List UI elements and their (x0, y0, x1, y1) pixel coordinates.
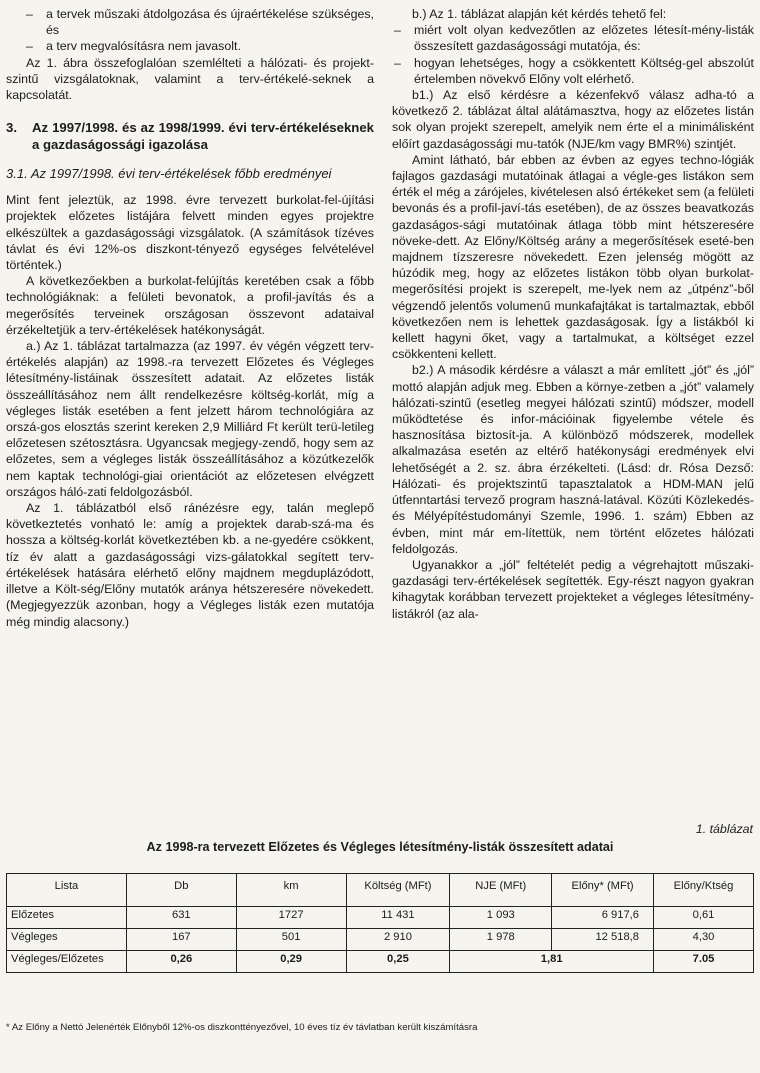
right-column (392, 6, 754, 622)
table-cell: 0,26 (126, 951, 236, 973)
column-header: Előny/Ktség (654, 874, 754, 907)
table-cell: 12 518,8 (552, 929, 654, 951)
paragraph: Ugyanakkor a „jól” feltételét pedig a végrehajtott műszaki- gazdasági terv-értékelések segítették. Egy-részt nagyon gyakran kihagytak korábban tervezett projekteket a végleges létesítmény-listákról (az ala- (392, 557, 754, 621)
table-cell: 7.05 (654, 951, 754, 973)
paragraph: b1.) Az első kérdésre a kézenfekvő válasz adha-tó a következő 2. táblázat által alátámasztva, hogy az előzetes listán sok olyan projekt szerepelt, amelyik nem érte el a minimálisként előírt gazdaságossági mu-tatók (NJE/km vagy BMR%) szintjét. (392, 88, 754, 151)
bullet-item: – a terv megvalósításra nem javasolt. (6, 38, 374, 54)
left-column (6, 6, 374, 630)
table-cell: 1 093 (450, 907, 552, 929)
row-label: Előzetes (7, 907, 127, 929)
paragraph: b.) Az 1. táblázat alapján két kérdés tehető fel: (412, 7, 667, 21)
table-cell: 0,29 (236, 951, 346, 973)
paragraph: Mint fent jeleztük, az 1998. évre tervezett burkolat-fel-újítási projektek előzetes listájára felvett minden egyes projektre elkészültek a gazdaságossági vizsgálatok. (A számítások tízéves távlat és évi 12%-os diszkont-tényező egységes felvételével történtek.) (6, 193, 374, 273)
column-header: Lista (7, 874, 127, 907)
bullet-item: – hogyan lehetséges, hogy a csökkentett Költség-gel abszolút értelemben növekvő Előny volt elérhető. (392, 55, 754, 87)
table-row (7, 907, 754, 929)
section-heading (6, 119, 374, 153)
row-label: Végleges (7, 929, 127, 951)
column-header: Előny* (MFt) (552, 874, 654, 907)
column-header: Db (126, 874, 236, 907)
column-header: km (236, 874, 346, 907)
data-table (6, 873, 754, 973)
table-number: 1. táblázat (695, 822, 753, 836)
table-cell: 4,30 (654, 929, 754, 951)
table-cell: 0,25 (346, 951, 450, 973)
paragraph: a.) Az 1. táblázat tartalmazza (az 1997. év végén végzett terv-értékelés alapján) az 1998.-ra tervezett Előzetes és Végleges létesítmény-listáinak összesített adatait. Az előzetes listák összeállításához nem állt rendelkezésre költség-korlát, míg a végleges listák esetében a fent jelzett három technológiára az orszá-gos elosztás szerint kereken 2,9 Milliárd Ft került terü-letileg előzetesen szétosztásra. Ugyancsak megjegy-zendő, hogy sem az előzetes, sem a végleges listák összeállításához a közútkezelők nem kaptak technológi-giai orientációt az előzetesen elvégzett országos háló-zati feldolgozásból. (6, 339, 374, 499)
table-cell: 0,61 (654, 907, 754, 929)
section-number: 3. (6, 120, 17, 136)
paragraph: A következőekben a burkolat-felújítás keretében csak a főbb technológiáknak: a felületi bevonatok, a profil-javítás és a megerősítés terveinek országosan összevont adataival érzékeltetjük a terv-értékelések hatékonyságát. (6, 274, 374, 337)
footnote: * Az Előny a Nettó Jelenérték Előnyből 12%-os diszkonttényezővel, 10 éves tíz év távlatban került kiszámításra (6, 1022, 478, 1033)
table-cell: 11 431 (346, 907, 450, 929)
table-cell: 167 (126, 929, 236, 951)
table-cell: 501 (236, 929, 346, 951)
table-cell: 6 917,6 (552, 907, 654, 929)
paragraph: Az 1. ábra összefoglalóan szemlélteti a hálózati- és projekt-szintű vizsgálatoknak, valamint a terv-értékelé-seknek a kapcsolatát. (6, 55, 374, 103)
table-cell: 631 (126, 907, 236, 929)
table-cell: 1 978 (450, 929, 552, 951)
table-header-row (7, 874, 754, 907)
table-cell: 2 910 (346, 929, 450, 951)
table-cell: 1,81 (450, 951, 654, 973)
table-cell: 1727 (236, 907, 346, 929)
table-ratio-row (7, 951, 754, 973)
subsection-heading: 3.1. Az 1997/1998. évi terv-értékelések főbb eredményei (6, 166, 332, 182)
table-row (7, 929, 754, 951)
table-title: Az 1998-ra tervezett Előzetes és Végleges létesítmény-listák összesített adatai (146, 840, 614, 854)
bullet-item: – a tervek műszaki átdolgozása és újraértékelése szükséges, és (6, 6, 374, 38)
column-header: NJE (MFt) (450, 874, 552, 907)
paragraph: Az 1. táblázatból első ránézésre egy, talán meglepő következtetés vonható le: amíg a projektek darab-szá-ma és hossza a költség-korlát következtében kb. a ne-gyedére csökkent, tíz év alatt a gazdaságossági vizs-gálatokkal segített terv-értékelések hatására elérhető előny majdnem megduplázódott, illetve a Költ-ség/Előny mutatók aránya hétszeresére növekedett. (Megjegyezzük azonban, hogy a Végleges listák ezen mutatója még mindig alacsony.) (6, 501, 374, 629)
bullet-item: – miért volt olyan kedvezőtlen az előzetes létesít-mény-listák összesített gazdaságossági mutatója, és: (392, 22, 754, 54)
column-header: Költség (MFt) (346, 874, 450, 907)
section-title: Az 1997/1998. és az 1998/1999. évi terv-értékeléseknek a gazdaságossági igazolása (32, 120, 374, 153)
paragraph: Amint látható, bár ebben az évben az egyes techno-lógiák fajlagos gazdasági mutatóinak átlagai a végle-ges listákon sem érték el még a zárójeles, kivételesen alsó értékeket sem (a felületi bevonás és a profil-javí-tás esetében), de az összes beavatkozás gazdaságos-sági mutatóinak átlaga több mint hétszeresére növeke-dett. Az Előny/Költség arány a megerősítések eseté-ben majdnem tízszeresre növekedett. Ezen jelenség mögött az húzódik meg, hogy az előzetes listákon több olyan burkolat-megerősítési projekt is szerepelt, me-lyek nem az „útpénz”-ből végzendő jelentős volumenű munkafajtákat is tartalmaztak, ebből következően nem is lehettek gazdaságosak. Így a listákból ki kellett hagyni őket, vagy a tartalmukat, a költséget ezzel csökkenteni kellett. (392, 152, 754, 362)
row-label: Végleges/Előzetes (7, 951, 127, 973)
paragraph: b2.) A második kérdésre a választ a már említett „jót” és „jól” mottó alapján adjuk meg. Ebben a környe-zetben a „jót” valamely hálózati-szintű (esetleg megyei hálózati szintű) módszer, modell működtetése és infor-mációinak figyelembe vétele és hasznosítása biztosít-ja. A különböző módszerek, modellek alkalmazása esetén az eltérő hatékonysági eredmények elvi lehetőségét a 2. sz. ábra érzékelteti. (Lásd: dr. Rósa Dezső: Hálózati- és projektszintű tapasztalatok a HDM-MAN jelű útfenntartási tervező program haszná-latával. Közúti Közlekedés- és Mélyépítéstudományi Szemle, 1996. 1. szám) Ebben az évben, mint már em-lítettük, nem történt előzetes hálózati feldolgozás. (392, 363, 754, 556)
